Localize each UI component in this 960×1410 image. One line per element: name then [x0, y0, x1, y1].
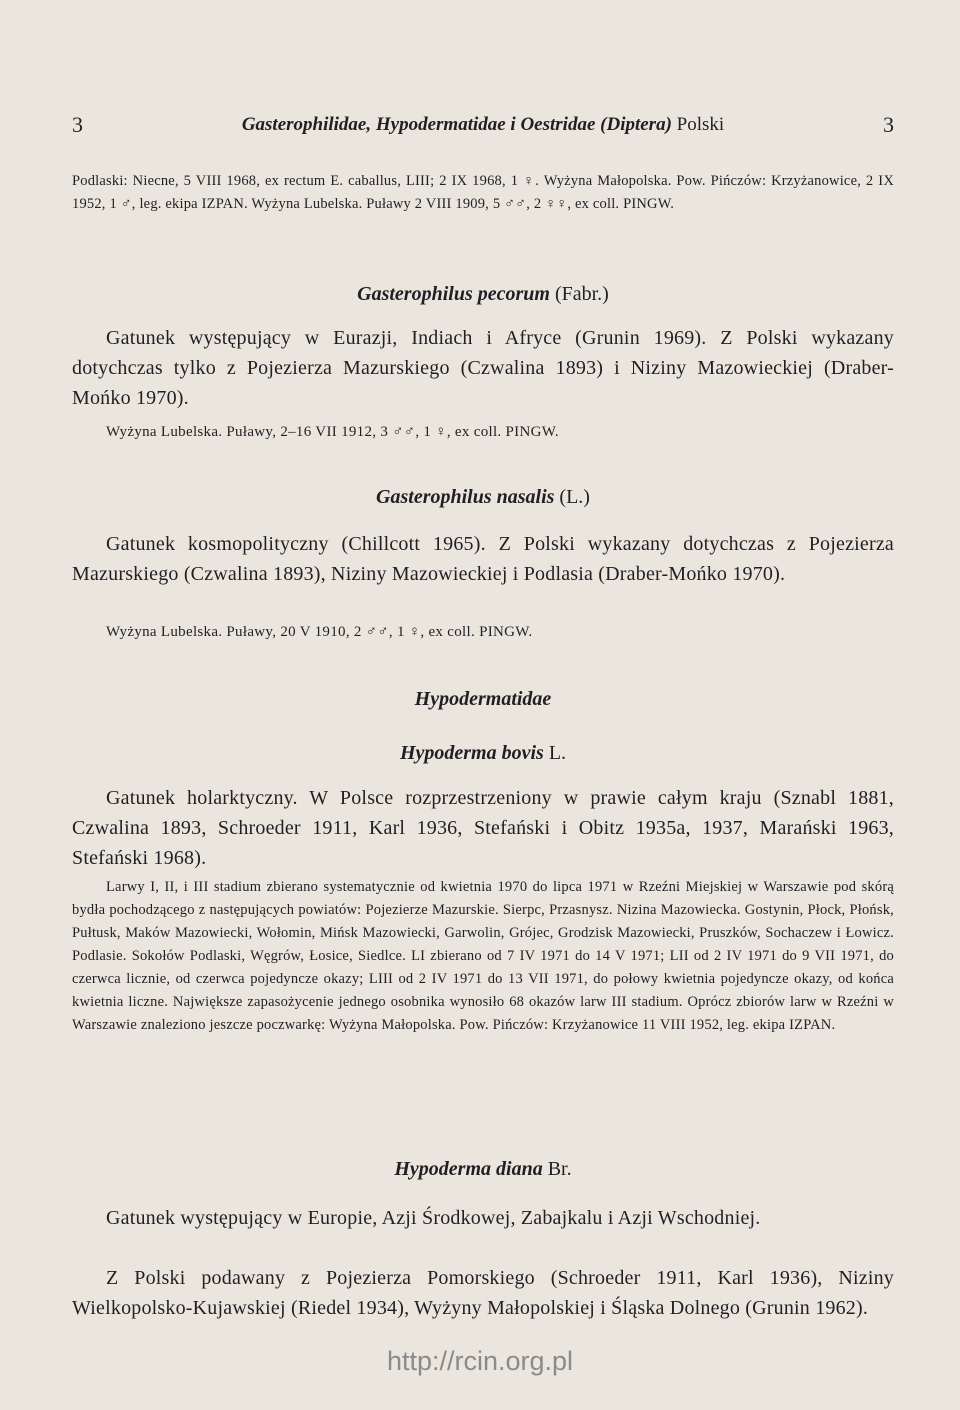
running-title-plain: Polski: [671, 114, 725, 135]
species-heading-pecorum: [72, 283, 894, 306]
species-record-bovis: Larwy I, II, i III stadium zbierano systematycznie od kwietnia 1970 do lipca 1971 w Rzeźni Miejskiej w Warszawie pod skórą bydła pochodzącego z następujących powiatów: Pojezierze Mazurskie. Sierpc, Przasnysz. Nizina Mazowiecka. Gostynin, Płock, Płońsk, Pułtusk, Maków Mazowiecki, Wołomin, Mińsk Mazowiecki, Garwolin, Grójec, Grodzisk Mazowiecki, Pruszków, Sochaczew i Łowicz. Podlasie. Sokołów Podlaski, Węgrów, Łosice, Siedlce. LI zbierano od 7 IV 1971 do 14 V 1971; LII od 2 IV 1971 do 9 VII 1971, do czerwca licznie, od czerwca pojedyncze okazy; LIII od 2 IV 1971 do 13 VII 1971, do połowy kwietnia pojedyncze okazy, od końca kwietnia liczne. Największe zapasożycenie jednego osobnika wynosiło 68 okazów larw III stadium. Oprócz zbiorów larw w Rzeźni w Warszawie znaleziono jeszcze poczwarkę: Wyżyna Małopolska. Pow. Pińczów: Krzyżanowice 11 VIII 1952, leg. ekipa IZPAN.: [72, 879, 894, 1033]
species-text-diana-2: Z Polski podawany z Pojezierza Pomorskiego (Schroeder 1911, Karl 1936), Niziny Wielkopolsko-Kujawskiej (Riedel 1934), Wyżyny Małopolskiej i Śląska Dolnego (Grunin 1962).: [72, 1267, 894, 1319]
species-author: L.: [543, 742, 567, 764]
species-text-nasalis: Gatunek kosmopolityczny (Chillcott 1965). Z Polski wykazany dotychczas z Pojezierza Mazurskiego (Czwalina 1893), Niziny Mazowieckiej i Podlasia (Draber-Mońko 1970).: [72, 533, 894, 585]
running-header: [72, 112, 894, 142]
species-author: (Fabr.): [549, 283, 609, 305]
source-url-watermark: http://rcin.org.pl: [386, 1346, 574, 1376]
species-text-pecorum: Gatunek występujący w Eurazji, Indiach i Afryce (Grunin 1969). Z Polski wykazany dotychczas tylko z Pojezierza Mazurskiego (Czwalina 1893) i Niziny Mazowieckiej (Draber-Mońko 1970).: [72, 327, 894, 409]
species-heading-bovis: [72, 742, 894, 765]
page-number-left: 3: [72, 112, 83, 137]
family-heading: Hypodermatidae: [414, 688, 552, 710]
species-text-diana-1: Gatunek występujący w Europie, Azji Środkowej, Zabajkalu i Azji Wschodniej.: [106, 1207, 761, 1229]
page-number-right: 3: [883, 112, 894, 137]
species-name: Hypoderma bovis: [399, 742, 544, 764]
species-record-nasalis: Wyżyna Lubelska. Puławy, 20 V 1910, 2 ♂♂, 1 ♀, ex coll. PINGW.: [106, 624, 533, 640]
species-heading-nasalis: [72, 486, 894, 509]
intro-records: Podlaski: Niecne, 5 VIII 1968, ex rectum E. caballus, LIII; 2 IX 1968, 1 ♀. Wyżyna Małopolska. Pow. Pińczów: Krzyżanowice, 2 IX 1952, 1 ♂, leg. ekipa IZPAN. Wyżyna Lubelska. Puławy 2 VIII 1909, 5 ♂♂, 2 ♀♀, ex coll. PINGW.: [72, 173, 894, 212]
species-author: Br.: [542, 1158, 572, 1180]
species-text-bovis: Gatunek holarktyczny. W Polsce rozprzestrzeniony w prawie całym kraju (Sznabl 1881, Czwalina 1893, Schroeder 1911, Karl 1936, Stefański i Obitz 1935a, 1937, Marański 1963, Stefański 1968).: [72, 787, 894, 869]
running-title: [72, 114, 894, 136]
running-title-italic: Gasterophilidae, Hypodermatidae i Oestridae (Diptera): [241, 114, 672, 135]
species-name: Gasterophilus pecorum: [357, 283, 550, 305]
species-author: (L.): [554, 486, 590, 508]
species-record-pecorum: Wyżyna Lubelska. Puławy, 2–16 VII 1912, 3 ♂♂, 1 ♀, ex coll. PINGW.: [106, 424, 559, 440]
species-name: Gasterophilus nasalis: [376, 486, 555, 508]
species-heading-diana: [72, 1158, 894, 1181]
species-name: Hypoderma diana: [394, 1158, 543, 1180]
